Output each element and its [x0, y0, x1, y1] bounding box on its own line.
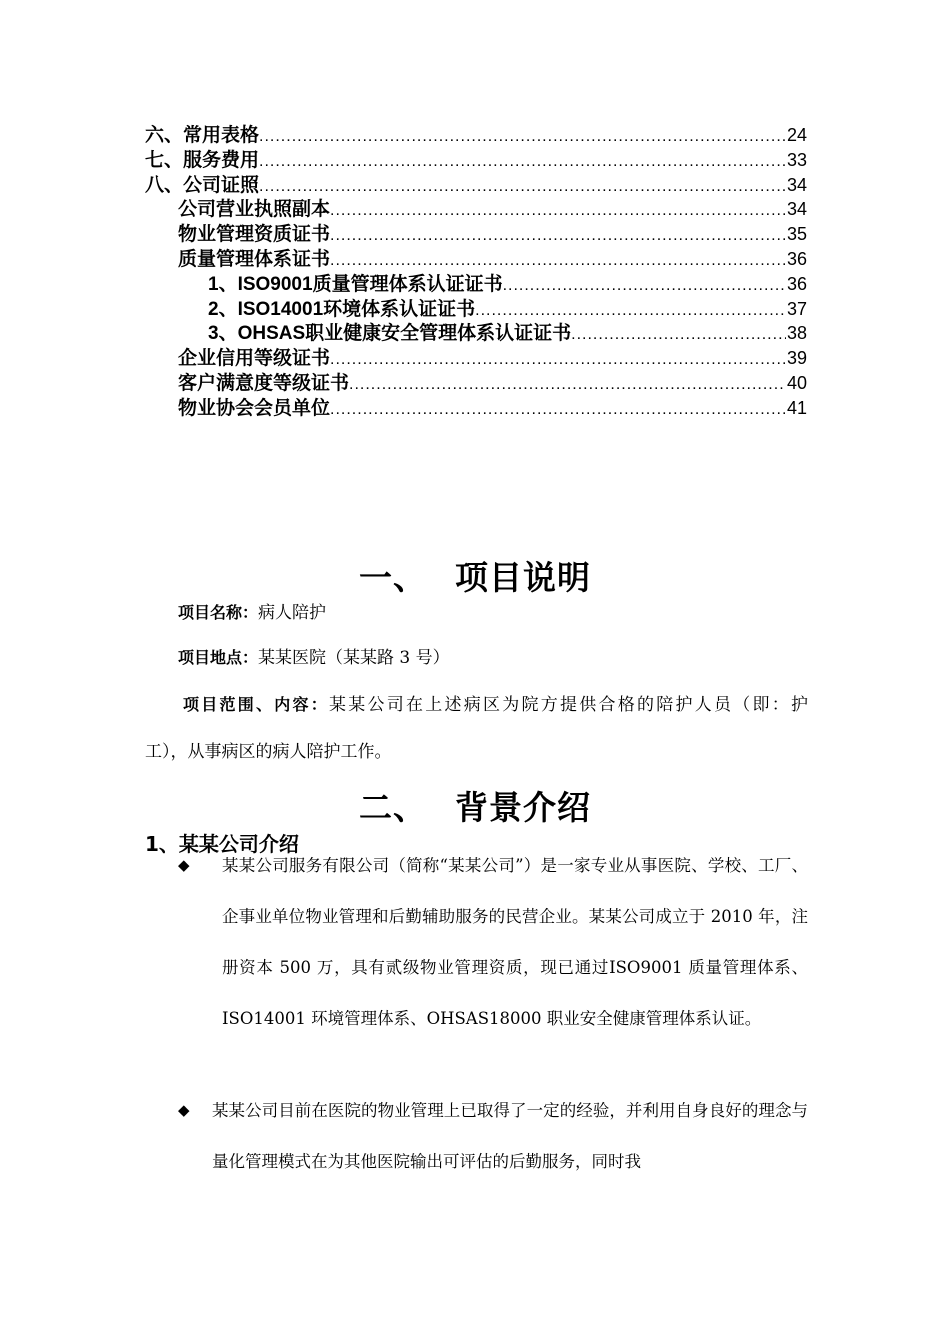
toc-entry[interactable]: [145, 247, 807, 272]
toc-dot-leader: [259, 175, 786, 200]
toc-page-number: 37: [786, 298, 807, 319]
toc-dot-leader: [503, 274, 786, 299]
toc-entry-title: 八、公司证照: [145, 174, 260, 196]
toc-page-number: 41: [786, 397, 807, 418]
toc-dot-leader: [475, 299, 786, 324]
toc-dot-leader: [259, 150, 786, 175]
toc-entry-title: 3、OHSAS职业健康安全管理体系认证证书: [208, 323, 572, 345]
toc-page-number: 39: [786, 348, 807, 369]
toc-page-number: 33: [786, 149, 807, 170]
project-name-value: 病人陪护: [258, 603, 327, 623]
toc-entry-title: 六、常用表格: [145, 125, 260, 146]
toc-entry-title: 质量管理体系证书: [178, 248, 331, 270]
toc-entry[interactable]: [145, 371, 807, 396]
toc-entry-title: 物业协会会员单位: [178, 397, 331, 419]
bullet-item: [178, 1085, 808, 1187]
project-scope-continuation: 工），从事病区的病人陪护工作。: [145, 742, 392, 762]
diamond-bullet-icon: ◆: [178, 1101, 190, 1119]
toc-page-number: 24: [786, 125, 807, 145]
toc-page-number: 34: [786, 199, 807, 220]
toc-entry[interactable]: [145, 321, 807, 346]
diamond-bullet-icon: ◆: [178, 856, 190, 874]
toc-entry[interactable]: [145, 222, 807, 247]
project-location-value: 某某医院（某某路 3 号）: [258, 648, 450, 668]
toc-page-number: 36: [786, 248, 807, 269]
toc-page-number: 40: [786, 372, 807, 393]
section-heading-1: [0, 552, 950, 599]
section-title: 项目说明: [455, 558, 591, 597]
table-of-contents: [145, 123, 807, 421]
section-number: 一、: [359, 558, 427, 597]
bullet-text: 某某公司服务有限公司（简称“某某公司”）是一家专业从事医院、学校、工厂、企事业单位物业管理和后勤辅助服务的民营企业。某某公司成立于 2010 年，注册资本 500 万，具有贰级物业管理资质，现已通过ISO9001 质量管理体系、ISO14001 环境管理体系、OHSAS18000 职业安全健康管理体系认证。: [222, 856, 808, 1028]
subsection-heading: 1、某某公司介绍: [145, 832, 299, 856]
toc-entry[interactable]: [145, 297, 807, 322]
toc-page-number: 38: [786, 323, 807, 344]
toc-page-number: 35: [786, 224, 807, 245]
section-title: 背景介绍: [455, 788, 591, 827]
toc-entry-title: 1、ISO9001质量管理体系认证证书: [208, 273, 503, 295]
project-scope-label: 项目范围、内容：: [183, 695, 329, 714]
toc-dot-leader: [330, 249, 786, 274]
project-name-label: 项目名称：: [178, 603, 259, 622]
toc-entry[interactable]: [145, 173, 807, 198]
toc-entry-title: 公司营业执照副本: [178, 199, 331, 221]
toc-entry-title: 物业管理资质证书: [178, 224, 331, 246]
toc-entry[interactable]: [145, 272, 807, 297]
project-name-line: [178, 598, 326, 623]
toc-dot-leader: [330, 348, 786, 373]
toc-page-number: 36: [786, 273, 807, 294]
toc-dot-leader: [330, 398, 786, 423]
toc-page-number: 34: [786, 174, 807, 195]
bullet-item: [178, 840, 808, 1044]
toc-entry[interactable]: [145, 123, 807, 148]
toc-entry[interactable]: [145, 346, 807, 371]
toc-dot-leader: [571, 323, 786, 348]
section-heading-2: [0, 782, 950, 829]
project-scope-text: 某某公司在上述病区为院方提供合格的陪护人员（即：护: [329, 695, 808, 715]
toc-entry[interactable]: [145, 396, 807, 421]
bullet-text: 某某公司目前在医院的物业管理上已取得了一定的经验，并利用自身良好的理念与量化管理模式在为其他医院输出可评估的后勤服务，同时我: [212, 1101, 808, 1171]
toc-entry[interactable]: [145, 197, 807, 222]
toc-dot-leader: [330, 224, 786, 249]
project-location-line: [178, 643, 450, 668]
toc-entry-title: 企业信用等级证书: [178, 348, 331, 370]
toc-entry-title: 七、服务费用: [145, 149, 260, 171]
toc-entry-title: 2、ISO14001环境体系认证证书: [208, 298, 476, 320]
toc-dot-leader: [330, 199, 786, 224]
section-number: 二、: [359, 788, 427, 827]
toc-dot-leader: [349, 373, 786, 398]
toc-dot-leader: [259, 125, 786, 150]
project-location-label: 项目地点：: [178, 648, 259, 667]
project-scope-line: [183, 690, 808, 715]
toc-entry-title: 客户满意度等级证书: [178, 372, 350, 394]
toc-entry[interactable]: [145, 148, 807, 173]
